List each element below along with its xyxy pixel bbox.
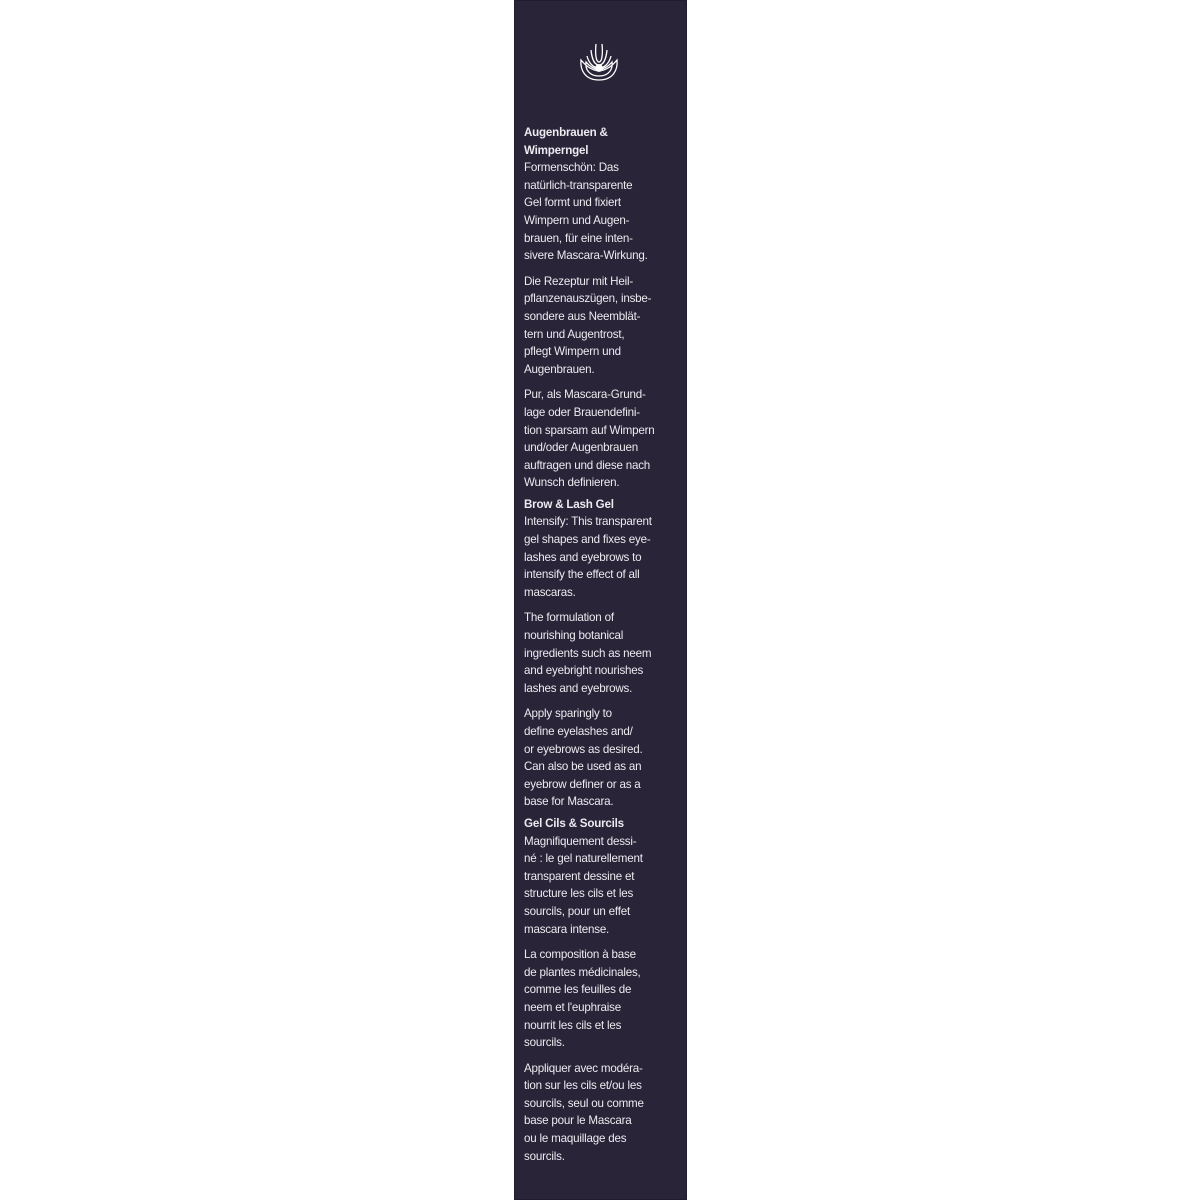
paragraph: Appliquer avec modéra- tion sur les cils et/ou les sourcils, seul ou comme base pour le Mascara ou le maquillage des sourcils. bbox=[524, 1061, 644, 1163]
paragraph: Magnifiquement dessi- né : le gel naturellement transparent dessine et structure les cils et les sourcils, pour un effet mascara intense. bbox=[524, 834, 643, 936]
english-section bbox=[524, 496, 674, 811]
paragraph: Intensify: This transparent gel shapes and fixes eye- lashes and eyebrows to intensify the effect of all mascaras. bbox=[524, 515, 652, 599]
section-heading-german: Augenbrauen & Wimperngel bbox=[524, 126, 608, 157]
paragraph: Pur, als Mascara-Grund- lage oder Brauendefini- tion sparsam auf Wimpern und/oder Augenbrauen auftragen und diese nach Wunsch definieren. bbox=[524, 388, 655, 490]
section-heading-english: Brow & Lash Gel bbox=[524, 497, 614, 511]
paragraph: Formenschön: Das natürlich-transparente Gel formt und fixiert Wimpern und Augen- brauen, für eine inten- sivere Mascara-Wirkung. bbox=[524, 161, 648, 263]
paragraph: La composition à base de plantes médicinales, comme les feuilles de neem et l'euphraise nourrit les cils et les sourcils. bbox=[524, 948, 641, 1050]
paragraph: Apply sparingly to define eyelashes and/ or eyebrows as desired. Can also be used as an eyebrow definer or as a base for Mascara. bbox=[524, 707, 643, 809]
french-section bbox=[524, 815, 674, 1165]
brand-swirl-icon bbox=[577, 40, 621, 84]
paragraph: The formulation of nourishing botanical ingredients such as neem and eyebright nourishes lashes and eyebrows. bbox=[524, 611, 652, 695]
german-section bbox=[524, 124, 674, 492]
section-heading-french: Gel Cils & Sourcils bbox=[524, 816, 624, 830]
paragraph: Die Rezeptur mit Heil- pflanzenauszügen, insbe- sondere aus Neemblät- tern und Augentrost, pflegt Wimpern und Augenbrauen. bbox=[524, 274, 652, 376]
product-insert-text bbox=[524, 124, 674, 1165]
